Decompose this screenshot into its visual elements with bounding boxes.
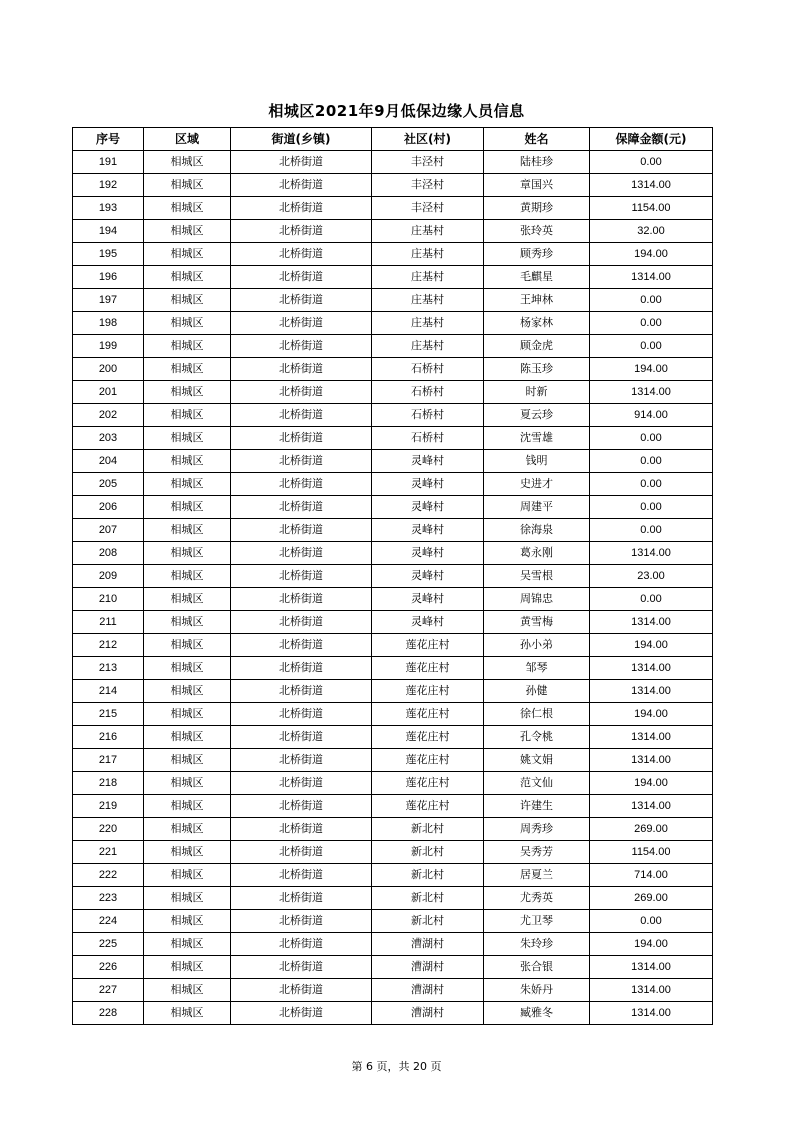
cell-community: 灵峰村 [372,450,484,473]
cell-street: 北桥街道 [231,887,372,910]
cell-street: 北桥街道 [231,795,372,818]
cell-district: 相城区 [144,703,231,726]
cell-amount: 714.00 [590,864,713,887]
cell-amount: 0.00 [590,335,713,358]
cell-name: 顾秀珍 [484,243,590,266]
data-table [72,127,713,1025]
cell-index: 221 [73,841,144,864]
cell-street: 北桥街道 [231,588,372,611]
cell-community: 丰泾村 [372,174,484,197]
cell-name: 居夏兰 [484,864,590,887]
cell-amount: 0.00 [590,588,713,611]
cell-district: 相城区 [144,496,231,519]
cell-community: 漕湖村 [372,1002,484,1025]
cell-district: 相城区 [144,841,231,864]
table-row [73,726,713,749]
cell-community: 新北村 [372,818,484,841]
cell-district: 相城区 [144,864,231,887]
cell-community: 灵峰村 [372,588,484,611]
cell-name: 吴雪根 [484,565,590,588]
table-row [73,634,713,657]
cell-index: 225 [73,933,144,956]
cell-district: 相城区 [144,634,231,657]
cell-district: 相城区 [144,979,231,1002]
table-row [73,703,713,726]
cell-street: 北桥街道 [231,473,372,496]
cell-community: 漕湖村 [372,933,484,956]
cell-street: 北桥街道 [231,289,372,312]
cell-name: 陈玉珍 [484,358,590,381]
cell-district: 相城区 [144,266,231,289]
table-row [73,795,713,818]
cell-amount: 1314.00 [590,956,713,979]
cell-index: 218 [73,772,144,795]
cell-district: 相城区 [144,151,231,174]
cell-index: 204 [73,450,144,473]
cell-community: 庄基村 [372,243,484,266]
cell-name: 王坤林 [484,289,590,312]
cell-community: 莲花庄村 [372,680,484,703]
cell-name: 许建生 [484,795,590,818]
cell-amount: 194.00 [590,634,713,657]
table-row [73,450,713,473]
cell-community: 石桥村 [372,381,484,404]
cell-name: 周建平 [484,496,590,519]
cell-community: 莲花庄村 [372,749,484,772]
cell-street: 北桥街道 [231,910,372,933]
cell-amount: 194.00 [590,933,713,956]
cell-name: 孙健 [484,680,590,703]
cell-street: 北桥街道 [231,450,372,473]
cell-district: 相城区 [144,887,231,910]
cell-index: 224 [73,910,144,933]
cell-index: 194 [73,220,144,243]
cell-amount: 1314.00 [590,749,713,772]
cell-amount: 0.00 [590,473,713,496]
cell-amount: 23.00 [590,565,713,588]
table-row [73,243,713,266]
cell-street: 北桥街道 [231,220,372,243]
cell-district: 相城区 [144,427,231,450]
cell-index: 214 [73,680,144,703]
cell-community: 灵峰村 [372,542,484,565]
cell-community: 莲花庄村 [372,795,484,818]
cell-name: 朱娇丹 [484,979,590,1002]
cell-amount: 1154.00 [590,197,713,220]
cell-name: 周锦忠 [484,588,590,611]
cell-amount: 0.00 [590,519,713,542]
table-row [73,749,713,772]
table-row [73,496,713,519]
cell-amount: 194.00 [590,772,713,795]
table-row [73,1002,713,1025]
table-row [73,266,713,289]
cell-name: 夏云珍 [484,404,590,427]
cell-index: 206 [73,496,144,519]
cell-index: 205 [73,473,144,496]
cell-index: 226 [73,956,144,979]
cell-community: 石桥村 [372,427,484,450]
cell-district: 相城区 [144,220,231,243]
cell-index: 220 [73,818,144,841]
cell-community: 漕湖村 [372,956,484,979]
cell-district: 相城区 [144,680,231,703]
cell-street: 北桥街道 [231,657,372,680]
cell-index: 217 [73,749,144,772]
cell-amount: 1314.00 [590,657,713,680]
cell-name: 张合银 [484,956,590,979]
cell-name: 毛麒星 [484,266,590,289]
cell-street: 北桥街道 [231,496,372,519]
table-row [73,427,713,450]
cell-name: 徐海泉 [484,519,590,542]
cell-name: 尤秀英 [484,887,590,910]
cell-district: 相城区 [144,565,231,588]
cell-community: 莲花庄村 [372,634,484,657]
cell-index: 211 [73,611,144,634]
cell-street: 北桥街道 [231,749,372,772]
table-row [73,519,713,542]
cell-amount: 914.00 [590,404,713,427]
cell-district: 相城区 [144,611,231,634]
table-row [73,956,713,979]
cell-district: 相城区 [144,381,231,404]
cell-index: 222 [73,864,144,887]
cell-index: 201 [73,381,144,404]
table-row [73,772,713,795]
cell-community: 石桥村 [372,404,484,427]
cell-amount: 194.00 [590,243,713,266]
cell-street: 北桥街道 [231,427,372,450]
cell-community: 灵峰村 [372,565,484,588]
cell-index: 192 [73,174,144,197]
cell-index: 196 [73,266,144,289]
cell-index: 198 [73,312,144,335]
cell-community: 庄基村 [372,289,484,312]
cell-community: 新北村 [372,910,484,933]
cell-index: 212 [73,634,144,657]
cell-street: 北桥街道 [231,841,372,864]
cell-amount: 1314.00 [590,266,713,289]
cell-district: 相城区 [144,795,231,818]
cell-district: 相城区 [144,910,231,933]
table-row [73,473,713,496]
cell-index: 197 [73,289,144,312]
cell-street: 北桥街道 [231,726,372,749]
table-row [73,289,713,312]
cell-district: 相城区 [144,519,231,542]
column-header-index: 序号 [73,128,144,151]
cell-community: 灵峰村 [372,519,484,542]
cell-amount: 1154.00 [590,841,713,864]
cell-district: 相城区 [144,289,231,312]
cell-index: 203 [73,427,144,450]
cell-index: 209 [73,565,144,588]
cell-street: 北桥街道 [231,197,372,220]
cell-amount: 1314.00 [590,381,713,404]
table-row [73,220,713,243]
cell-district: 相城区 [144,473,231,496]
cell-index: 193 [73,197,144,220]
page-title: 相城区2021年9月低保边缘人员信息 [268,102,525,120]
table-body [73,151,713,1025]
cell-district: 相城区 [144,726,231,749]
cell-district: 相城区 [144,542,231,565]
cell-street: 北桥街道 [231,542,372,565]
cell-index: 210 [73,588,144,611]
cell-name: 范文仙 [484,772,590,795]
cell-street: 北桥街道 [231,703,372,726]
cell-street: 北桥街道 [231,1002,372,1025]
cell-community: 漕湖村 [372,979,484,1002]
cell-index: 199 [73,335,144,358]
table-row [73,841,713,864]
cell-name: 史进才 [484,473,590,496]
cell-district: 相城区 [144,818,231,841]
cell-name: 周秀珍 [484,818,590,841]
table-row [73,864,713,887]
cell-community: 新北村 [372,887,484,910]
cell-district: 相城区 [144,933,231,956]
cell-index: 208 [73,542,144,565]
column-header-name: 姓名 [484,128,590,151]
cell-district: 相城区 [144,1002,231,1025]
cell-index: 219 [73,795,144,818]
cell-community: 莲花庄村 [372,703,484,726]
cell-amount: 0.00 [590,151,713,174]
cell-name: 臧雅冬 [484,1002,590,1025]
cell-index: 207 [73,519,144,542]
cell-name: 黄期珍 [484,197,590,220]
column-header-community: 社区(村) [372,128,484,151]
table-row [73,197,713,220]
cell-community: 丰泾村 [372,197,484,220]
cell-community: 灵峰村 [372,473,484,496]
cell-district: 相城区 [144,243,231,266]
cell-street: 北桥街道 [231,818,372,841]
cell-street: 北桥街道 [231,381,372,404]
cell-name: 葛永刚 [484,542,590,565]
cell-name: 孔令桃 [484,726,590,749]
table-row [73,933,713,956]
column-header-district: 区域 [144,128,231,151]
cell-amount: 1314.00 [590,680,713,703]
page-footer: 第 6 页，共 20 页 [351,1060,442,1073]
cell-district: 相城区 [144,358,231,381]
column-header-street: 街道(乡镇) [231,128,372,151]
cell-street: 北桥街道 [231,335,372,358]
cell-index: 223 [73,887,144,910]
cell-index: 213 [73,657,144,680]
cell-community: 庄基村 [372,266,484,289]
cell-street: 北桥街道 [231,565,372,588]
cell-community: 庄基村 [372,335,484,358]
cell-name: 杨家林 [484,312,590,335]
table-row [73,657,713,680]
table-row [73,381,713,404]
cell-district: 相城区 [144,772,231,795]
cell-amount: 194.00 [590,703,713,726]
cell-district: 相城区 [144,197,231,220]
cell-name: 沈雪雄 [484,427,590,450]
cell-name: 尤卫琴 [484,910,590,933]
cell-index: 200 [73,358,144,381]
cell-street: 北桥街道 [231,151,372,174]
table-row [73,910,713,933]
cell-amount: 1314.00 [590,1002,713,1025]
cell-name: 陆桂珍 [484,151,590,174]
cell-amount: 1314.00 [590,795,713,818]
cell-community: 庄基村 [372,312,484,335]
cell-district: 相城区 [144,956,231,979]
cell-street: 北桥街道 [231,519,372,542]
cell-amount: 0.00 [590,289,713,312]
cell-community: 丰泾村 [372,151,484,174]
cell-amount: 1314.00 [590,611,713,634]
table-row [73,174,713,197]
cell-amount: 32.00 [590,220,713,243]
cell-name: 吴秀芳 [484,841,590,864]
cell-index: 195 [73,243,144,266]
cell-district: 相城区 [144,174,231,197]
cell-name: 时新 [484,381,590,404]
cell-street: 北桥街道 [231,266,372,289]
table-row [73,358,713,381]
cell-street: 北桥街道 [231,243,372,266]
table-row [73,335,713,358]
table-row [73,680,713,703]
cell-district: 相城区 [144,450,231,473]
table-row [73,588,713,611]
cell-district: 相城区 [144,588,231,611]
cell-name: 张玲英 [484,220,590,243]
cell-street: 北桥街道 [231,312,372,335]
cell-index: 228 [73,1002,144,1025]
cell-district: 相城区 [144,749,231,772]
cell-street: 北桥街道 [231,358,372,381]
cell-name: 黄雪梅 [484,611,590,634]
cell-amount: 269.00 [590,887,713,910]
table-row [73,151,713,174]
cell-street: 北桥街道 [231,634,372,657]
cell-community: 新北村 [372,864,484,887]
cell-district: 相城区 [144,335,231,358]
cell-community: 灵峰村 [372,611,484,634]
cell-name: 徐仁根 [484,703,590,726]
table-row [73,979,713,1002]
column-header-amount: 保障金额(元) [590,128,713,151]
cell-street: 北桥街道 [231,864,372,887]
cell-index: 191 [73,151,144,174]
table-row [73,312,713,335]
cell-name: 顾金虎 [484,335,590,358]
cell-amount: 0.00 [590,312,713,335]
table-row [73,565,713,588]
cell-name: 章国兴 [484,174,590,197]
cell-community: 灵峰村 [372,496,484,519]
cell-index: 227 [73,979,144,1002]
cell-street: 北桥街道 [231,979,372,1002]
cell-name: 孙小弟 [484,634,590,657]
cell-community: 莲花庄村 [372,657,484,680]
cell-name: 钱明 [484,450,590,473]
cell-street: 北桥街道 [231,933,372,956]
cell-amount: 1314.00 [590,979,713,1002]
cell-district: 相城区 [144,404,231,427]
table-row [73,404,713,427]
cell-amount: 1314.00 [590,174,713,197]
cell-amount: 1314.00 [590,726,713,749]
cell-street: 北桥街道 [231,611,372,634]
cell-street: 北桥街道 [231,772,372,795]
cell-amount: 0.00 [590,427,713,450]
cell-street: 北桥街道 [231,680,372,703]
cell-amount: 194.00 [590,358,713,381]
cell-name: 朱玲珍 [484,933,590,956]
cell-amount: 1314.00 [590,542,713,565]
cell-amount: 0.00 [590,450,713,473]
cell-name: 姚文娟 [484,749,590,772]
cell-index: 202 [73,404,144,427]
cell-district: 相城区 [144,312,231,335]
cell-amount: 269.00 [590,818,713,841]
cell-district: 相城区 [144,657,231,680]
table-row [73,818,713,841]
cell-street: 北桥街道 [231,956,372,979]
table-row [73,611,713,634]
cell-index: 216 [73,726,144,749]
table-header-row [73,128,713,151]
cell-index: 215 [73,703,144,726]
table-row [73,542,713,565]
table-row [73,887,713,910]
cell-community: 莲花庄村 [372,772,484,795]
cell-amount: 0.00 [590,910,713,933]
cell-community: 庄基村 [372,220,484,243]
cell-name: 邹琴 [484,657,590,680]
cell-street: 北桥街道 [231,404,372,427]
cell-street: 北桥街道 [231,174,372,197]
cell-community: 石桥村 [372,358,484,381]
cell-community: 莲花庄村 [372,726,484,749]
cell-amount: 0.00 [590,496,713,519]
cell-community: 新北村 [372,841,484,864]
